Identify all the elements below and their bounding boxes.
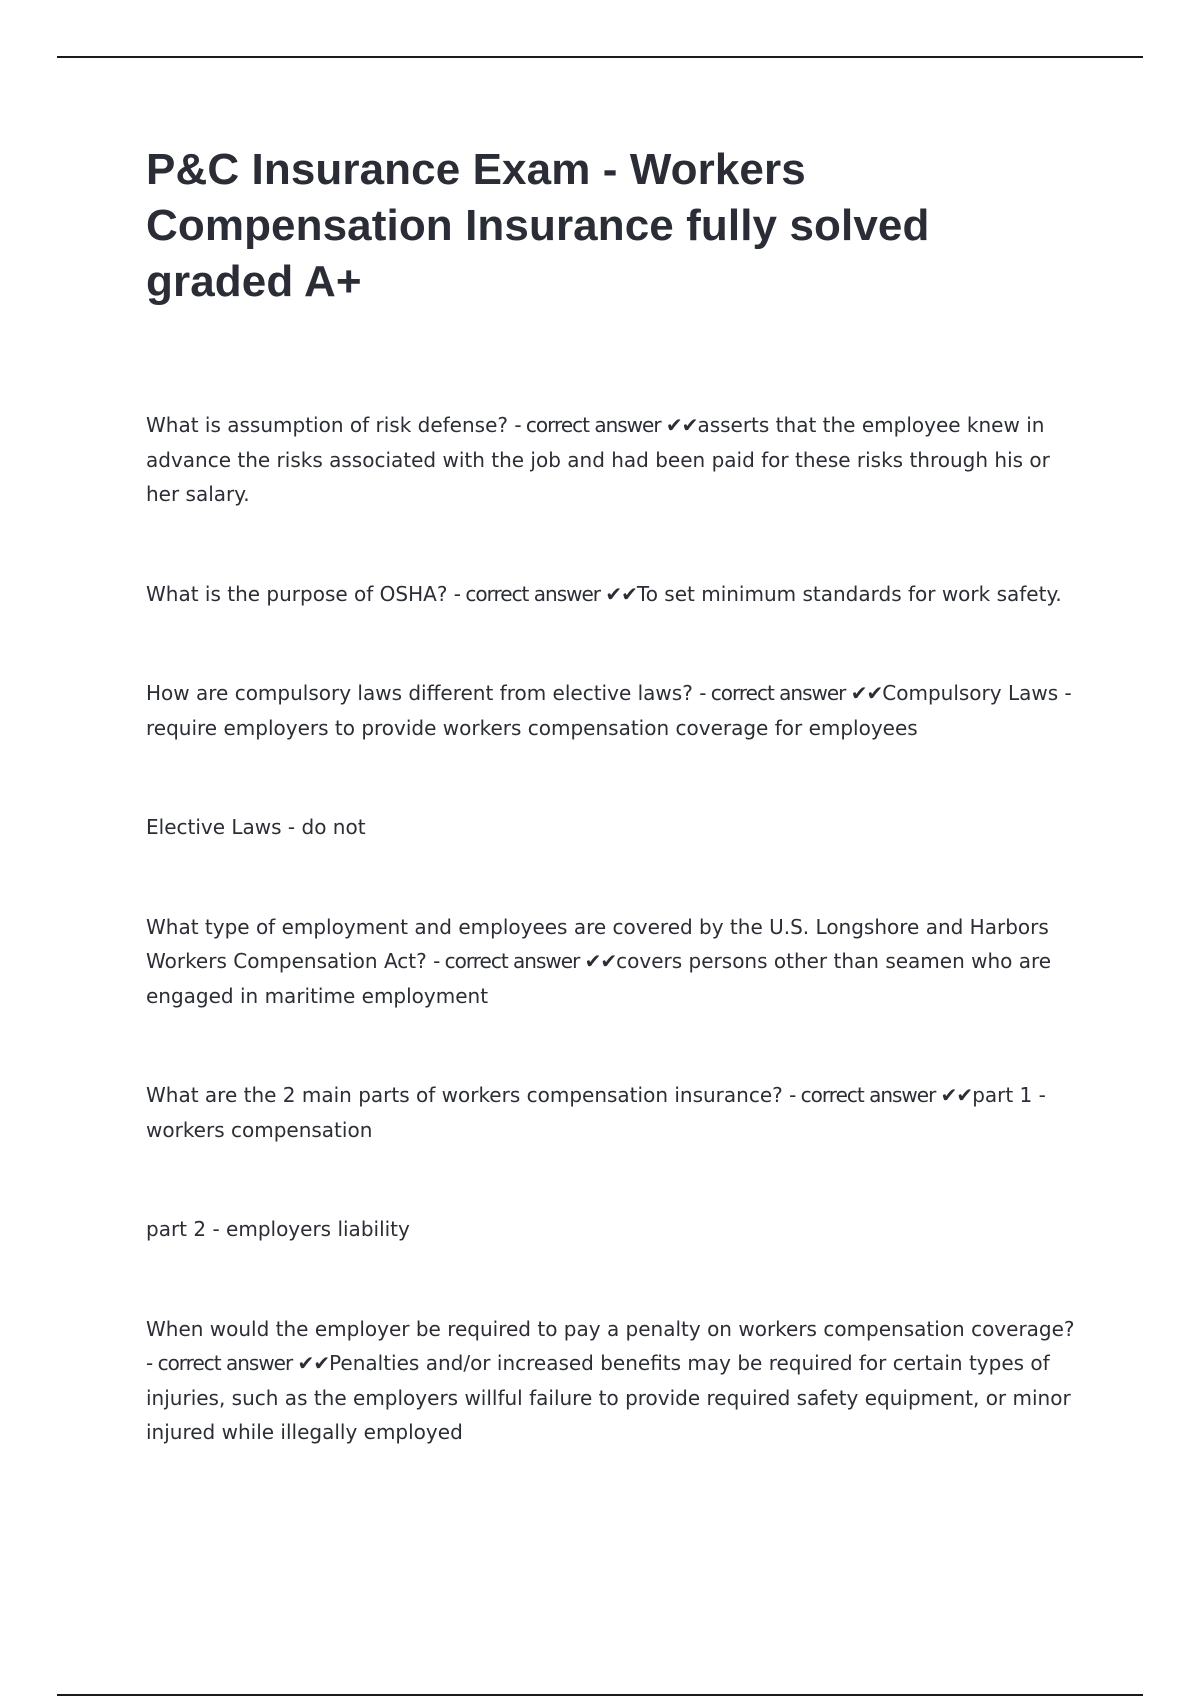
qa-item-5-main: [146, 1078, 1086, 1147]
answer-continuation: Elective Laws - do not: [146, 815, 366, 839]
bottom-rule: [57, 1694, 1143, 1696]
qa-item-2: [146, 577, 1086, 612]
answer-text: asserts that the employee knew in advance the risks associated with the job and had been paid for these risks through his or her salary.: [146, 413, 1050, 506]
question-text: What is the purpose of OSHA?: [146, 581, 448, 606]
question-text: What are the 2 main parts of workers compensation insurance?: [146, 1083, 783, 1107]
answer-marker: - correct answer ✔✔: [433, 949, 617, 973]
answer-marker: - correct answer ✔✔: [699, 681, 883, 705]
answer-marker: - correct answer ✔✔: [789, 1083, 973, 1107]
qa-item-6: [146, 1312, 1086, 1450]
question-text: When would the employer be required to pay a penalty on workers compensation coverage?: [146, 1316, 1075, 1341]
question-text: What type of employment and employees are covered by the U.S. Longshore and Harbors Workers Compensation Act?: [146, 914, 1049, 973]
answer-continuation: part 2 - employers liability: [146, 1217, 410, 1241]
page-title: P&C Insurance Exam - Workers Compensation Insurance fully solved graded A+: [146, 145, 930, 306]
answer-text: Compulsory Laws - require employers to provide workers compensation coverage for employees: [146, 681, 1072, 740]
qa-item-4: [146, 910, 1086, 1014]
qa-item-5: [146, 1078, 1086, 1247]
qa-item-3-main: [146, 676, 1086, 745]
top-rule: [57, 56, 1143, 58]
answer-text: covers persons other than seamen who are engaged in maritime employment: [146, 949, 1052, 1008]
qa-list: [146, 408, 1086, 1450]
qa-item-1: [146, 408, 1086, 512]
answer-text: To set minimum standards for work safety.: [636, 581, 1062, 606]
answer-text: Penalties and/or increased benefits may be required for certain types of injuries, such as the employers willful failure to provide required safety equipment, or minor injured while illegally employed: [146, 1351, 1071, 1444]
answer-marker: - correct answer ✔✔: [514, 413, 698, 437]
answer-marker: - correct answer ✔✔: [453, 581, 637, 606]
answer-marker: - correct answer ✔✔: [146, 1351, 330, 1375]
question-text: How are compulsory laws different from elective laws?: [146, 681, 693, 705]
qa-item-3: [146, 676, 1086, 845]
answer-text: part 1 - workers compensation: [146, 1083, 1046, 1142]
question-text: What is assumption of risk defense?: [146, 413, 508, 437]
